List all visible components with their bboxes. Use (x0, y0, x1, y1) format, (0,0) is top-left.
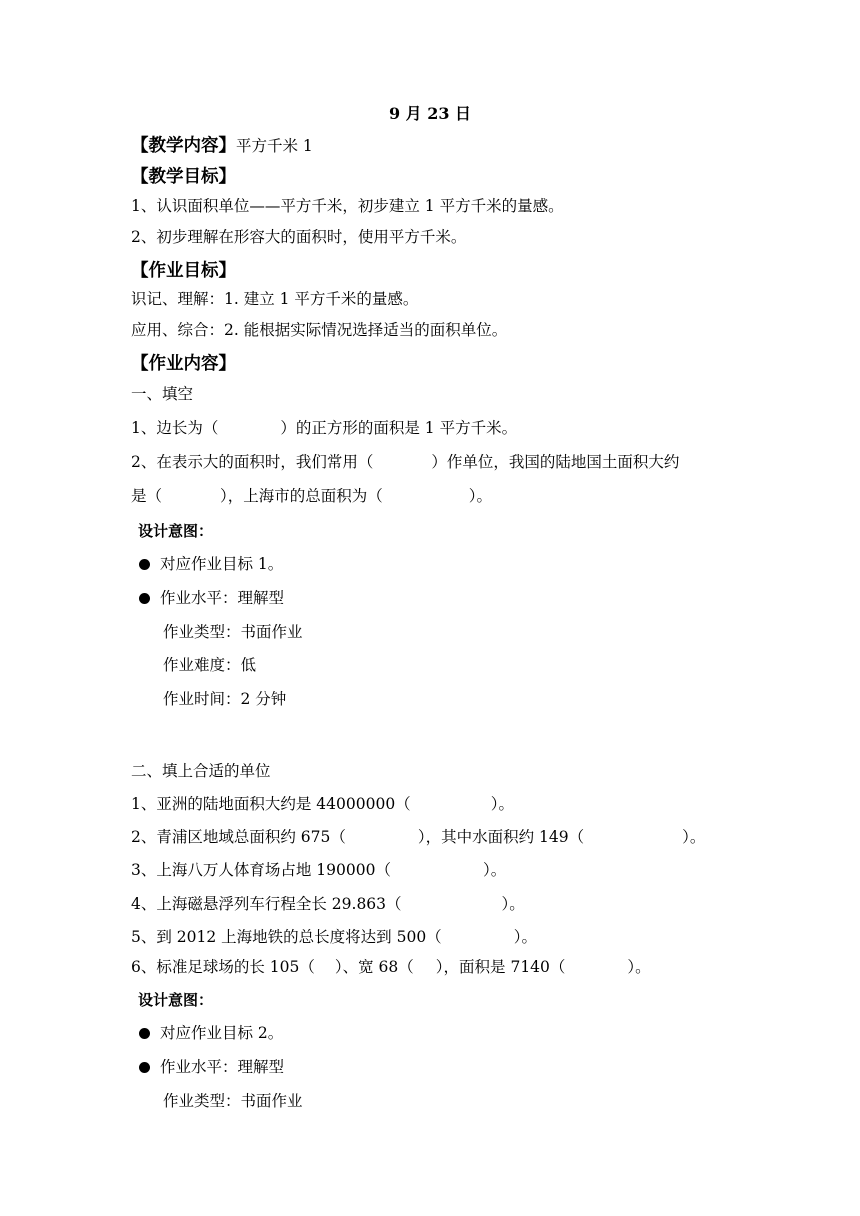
design-intent-label-2: 设计意图： (138, 991, 214, 1009)
design-1-level: 作业水平：理解型 (139, 588, 284, 608)
bullet-icon (139, 559, 150, 570)
teaching-content-text: 平方千米 1 (236, 137, 313, 155)
section1-question-2-line1: 2、在表示大的面积时，我们常用（ ）作单位，我国的陆地国土面积大约 (131, 453, 680, 471)
homework-content-heading: 【作业内容】 (131, 354, 236, 374)
teaching-content-heading: 【教学内容】 (131, 136, 236, 156)
homework-goal-1: 识记、理解：1. 建立 1 平方千米的量感。 (131, 290, 419, 308)
teaching-goals-heading: 【教学目标】 (131, 167, 236, 187)
section2-title: 二、填上合适的单位 (131, 762, 271, 780)
section2-question-6: 6、标准足球场的长 105（ ）、宽 68（ ），面积是 7140（ ）。 (131, 958, 651, 976)
design-intent-label-1: 设计意图： (138, 522, 214, 540)
homework-goals-heading: 【作业目标】 (131, 261, 236, 281)
design-1-difficulty: 作业难度：低 (163, 656, 257, 674)
design-2-type: 作业类型：书面作业 (163, 1092, 303, 1110)
teaching-content-line (131, 135, 313, 157)
homework-goal-2: 应用、综合：2. 能根据实际情况选择适当的面积单位。 (131, 321, 508, 339)
section1-question-2-line2: 是（ ），上海市的总面积为（ ）。 (131, 487, 493, 505)
section2-question-5: 5、到 2012 上海地铁的总长度将达到 500（ ）。 (131, 928, 537, 946)
section2-question-3: 3、上海八万人体育场占地 190000（ ）。 (131, 861, 507, 879)
bullet-icon (139, 593, 150, 604)
design-1-time: 作业时间：2 分钟 (163, 690, 287, 708)
bullet-icon (139, 1028, 150, 1039)
teaching-goal-2: 2、初步理解在形容大的面积时，使用平方千米。 (131, 228, 467, 246)
design-2-target: 对应作业目标 2。 (139, 1023, 283, 1043)
teaching-goal-1: 1、认识面积单位——平方千米，初步建立 1 平方千米的量感。 (131, 197, 564, 215)
bullet-icon (139, 1062, 150, 1073)
section1-title: 一、填空 (131, 385, 194, 403)
section1-question-1: 1、边长为（ ）的正方形的面积是 1 平方千米。 (131, 419, 518, 437)
document-title: 9 月 23 日 (388, 104, 472, 123)
section2-question-2: 2、青浦区地域总面积约 675（ ），其中水面积约 149（ ）。 (131, 828, 706, 846)
section2-question-1: 1、亚洲的陆地面积大约是 44000000（ ）。 (131, 795, 514, 813)
design-1-type: 作业类型：书面作业 (163, 623, 303, 641)
design-1-target: 对应作业目标 1。 (139, 554, 283, 574)
design-2-level: 作业水平：理解型 (139, 1057, 284, 1077)
section2-question-4: 4、上海磁悬浮列车行程全长 29.863（ ）。 (131, 895, 525, 913)
